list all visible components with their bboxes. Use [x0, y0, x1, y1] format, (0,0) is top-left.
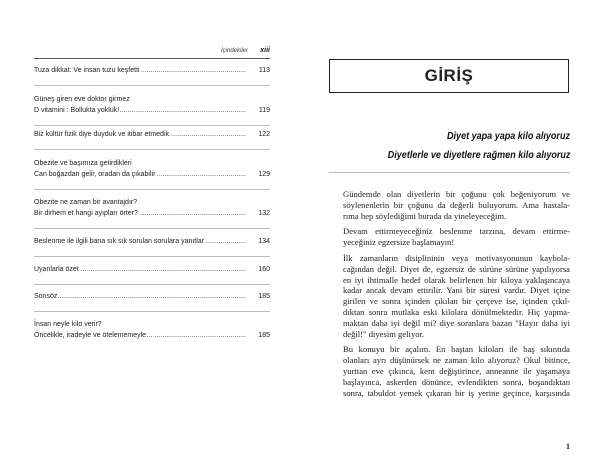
divider: [34, 189, 270, 190]
divider: [329, 172, 570, 173]
toc-entry-page: 119: [258, 107, 270, 114]
toc-entry-subtitle: D vitamini : Bollukta yokluk!: [34, 107, 120, 114]
divider: [34, 85, 270, 86]
text-line: Devam ettirmeyeceğiniz beslenme tarzına, devam ettirme-: [343, 226, 570, 237]
toc-entry-subtitle: Öncelikle, iradeyle ve ötelememeyle…: [34, 332, 154, 339]
toc-entry-title: Uyanlarla özet: [34, 266, 79, 273]
toc-entry-page: 132: [258, 210, 270, 217]
paragraph: [329, 226, 570, 248]
text-line: değil!" diyesim geliyor.: [343, 328, 425, 339]
text-line: Gündemde olan diyetlerin bir çoğunu çok beğeniyorum ve: [343, 189, 570, 199]
toc-entry-page: 160: [258, 266, 270, 273]
toc-entry-title: Biz kültür fizik diye duyduk ve itibar etmedik: [34, 131, 169, 138]
text-line: Bu konuyu bir açalım. En baştan kiloları ile baş sıkıntıda: [343, 344, 570, 355]
toc-entry-subtitle: Bir dirhem et hangi ayıpları örter?: [34, 210, 138, 217]
toc-entry[interactable]: [34, 65, 270, 76]
running-header-page-number: xiii: [260, 47, 270, 54]
toc-entry-page: 129: [258, 171, 270, 178]
text-line: dıktan sonra mutlaka eski kilolara dönülmektedir. Hiç yapma-: [343, 306, 570, 317]
running-header-title: İçindekiler: [220, 48, 248, 54]
chapter-title: GİRİŞ: [424, 66, 474, 85]
text-line: girilen ve sonra içinden çıkılan bir çerçeve ise, içinden çıkıl-: [343, 296, 570, 307]
chapter-title-box: [329, 59, 569, 93]
divider: [34, 149, 270, 150]
text-line: İlk zamanların disiplininin veya motivasyonunun kaybola-: [343, 252, 570, 263]
divider: [34, 228, 270, 229]
paragraph: [329, 189, 570, 221]
text-line: yurttan eve çıkınca, kent değiştirince, anneanne ile yaşamaya: [343, 365, 570, 376]
text-line: başlayınca, askerden dönünce, evlendikten sonra, boşandıktan: [343, 376, 570, 387]
text-line: rıma hep söylediğimi burada da yineleyeceğim.: [343, 210, 507, 221]
text-line: yeceğiniz egzersize başlamayın!: [343, 237, 455, 248]
toc-entry-page: 185: [258, 293, 270, 300]
paragraph: [329, 344, 570, 398]
text-line: olanları ayrı düşünürsek ne zaman kilo alıyoruz? Okul bitince,: [343, 355, 570, 366]
toc-entry-title: Beslenme ile ilgili bana sık sık sorulan sorulara yanıtlar: [34, 238, 205, 245]
toc-entry[interactable]: [34, 319, 270, 341]
toc-entry-title: Sonsöz: [34, 293, 58, 300]
divider: [34, 284, 270, 285]
toc-entry[interactable]: [34, 264, 270, 275]
text-line: söylenenlerin bir çoğunu da değerli buluyorum. Ama hastala-: [343, 199, 570, 210]
toc-entry-subtitle: Can boğazdan gelir, oradan da çıkabilir: [34, 171, 156, 178]
toc-entry-page: 113: [258, 67, 270, 74]
toc-entry[interactable]: [34, 158, 270, 180]
text-line: cağından değil. Diyet de, egzersiz de sürüne sürüne yapılıyorsa: [343, 263, 570, 274]
text-line: kadar ancak devam ettirilir. Yani bir süresi vardır. Diyet içine: [343, 285, 570, 296]
toc-entry-title: Güneş giren eve doktor girmez: [34, 96, 130, 103]
divider: [34, 311, 270, 312]
running-header: [34, 45, 270, 59]
toc-entry-page: 185: [258, 332, 270, 339]
toc-entry-page: 134: [258, 238, 270, 245]
chapter-subtitle: Diyet yapa yapa kilo alıyoruz: [447, 130, 570, 142]
page-number: 1: [566, 442, 570, 451]
toc-entry[interactable]: [34, 197, 270, 219]
chapter-subtitle-secondary: Diyetlerle ve diyetlere rağmen kilo alıyoruz: [387, 149, 570, 161]
text-line: maktan daha iyi değil mi? diye soranlara bazan "Hayır daha iyi: [343, 317, 570, 328]
toc-entry[interactable]: [34, 94, 270, 116]
toc-entry-title: Obezite ve başımıza getirdikleri: [34, 160, 132, 167]
divider: [34, 125, 270, 126]
toc-entry-title: İnsan neyle kilo verir?: [34, 321, 102, 328]
toc-entry-title: Tuza dikkat: Ve insan tuzu keşfetti: [34, 67, 140, 74]
text-line: en iyi ihtimalle hedef olarak belirlenen bir kiloya yaklaşıncaya: [343, 274, 570, 285]
toc-entry[interactable]: [34, 129, 270, 140]
toc-entry[interactable]: [34, 236, 270, 247]
right-page: [300, 0, 600, 466]
paragraph: [329, 253, 570, 339]
toc-entry-title: Obezite ne zaman bir avantajdır?: [34, 199, 138, 206]
body-text: [329, 189, 570, 403]
toc-entry[interactable]: [34, 291, 270, 302]
divider: [34, 256, 270, 257]
text-line: sonra, tabuldot yemek çıkaran bir iş yerine geçince, karşısında: [343, 387, 570, 398]
toc-entry-page: 122: [258, 131, 270, 138]
